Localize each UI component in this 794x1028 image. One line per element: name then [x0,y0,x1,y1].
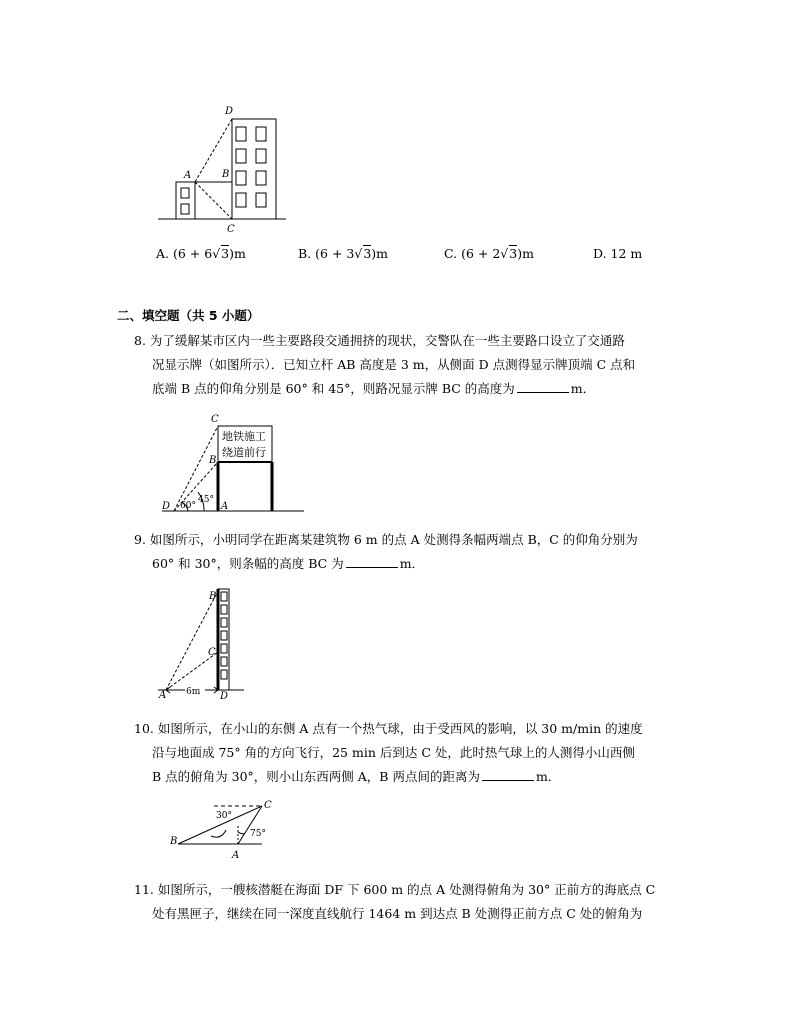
label-a: A [232,850,240,861]
label-c: C [208,647,216,658]
angle-45: 45° [198,495,214,505]
q8-figure [158,410,308,516]
angle-30: 30° [216,811,232,821]
label-c: C [264,800,272,811]
option-a[interactable]: A. (6 + 6√3)m [156,246,246,261]
q8-line1: 8. 为了缓解某市区内一些主要路段交通拥挤的现状，交警队在一些主要路口设立了交通路 [134,333,625,348]
label-a: A [184,170,192,181]
q10-line2: 沿与地面成 75° 角的方向飞行，25 min 后到达 C 处，此时热气球上的人测得小山西侧 [152,745,635,760]
q9-line2: 60° 和 30°，则条幅的高度 BC 为 m． [152,556,425,571]
q8-answer-blank[interactable] [517,379,569,393]
angle-60: 60° [180,501,196,511]
option-d[interactable]: D. 12 m [593,246,643,261]
label-d: D [225,106,234,117]
label-d: D [162,501,171,512]
option-c[interactable]: C. (6 + 2√3)m [444,246,534,261]
sign-line1: 地铁施工 [222,430,266,443]
angle-75: 75° [250,829,266,839]
dist-6m: 6m [186,687,201,697]
label-b: B [222,169,230,180]
label-c: C [211,414,219,425]
building-figure [150,100,290,238]
label-b: B [209,591,217,602]
q9-answer-blank[interactable] [346,554,398,568]
label-a: A [159,690,167,701]
q9-line1: 9. 如图所示，小明同学在距离某建筑物 6 m 的点 A 处测得条幅两端点 B，C 的仰角分别为 [134,532,638,547]
label-c: C [227,224,235,235]
q10-line1: 10. 如图所示，在小山的东侧 A 点有一个热气球，由于受西风的影响，以 30 m/min 的速度 [134,721,643,736]
section-title: 二、填空题（共 5 小题） [117,308,260,323]
label-d: D [220,691,229,702]
q8-line3: 底端 B 点的仰角分别是 60° 和 45°，则路况显示牌 BC 的高度为 m． [152,381,596,396]
q8-line2: 况显示牌（如图所示）．已知立杆 AB 高度是 3 m，从侧面 D 点测得显示牌顶端 C 点和 [152,357,636,372]
label-a: A [221,501,229,512]
label-b: B [170,836,178,847]
q9-figure [152,585,252,703]
q10-figure [166,796,276,866]
label-b: B [209,455,217,466]
q10-answer-blank[interactable] [482,767,534,781]
q11-line1: 11. 如图所示，一艘核潜艇在海面 DF 下 600 m 的点 A 处测得俯角为 30° 正前方的海底点 C [134,882,656,897]
option-b[interactable]: B. (6 + 3√3)m [298,246,389,261]
q10-line3: B 点的俯角为 30°，则小山东西两侧 A，B 两点间的距离为 m． [152,769,561,784]
q11-line2: 处有黑匣子，继续在同一深度直线航行 1464 m 到达点 B 处测得正前方点 C 处的俯角为 [152,906,643,921]
sign-line2: 绕道前行 [222,446,266,459]
